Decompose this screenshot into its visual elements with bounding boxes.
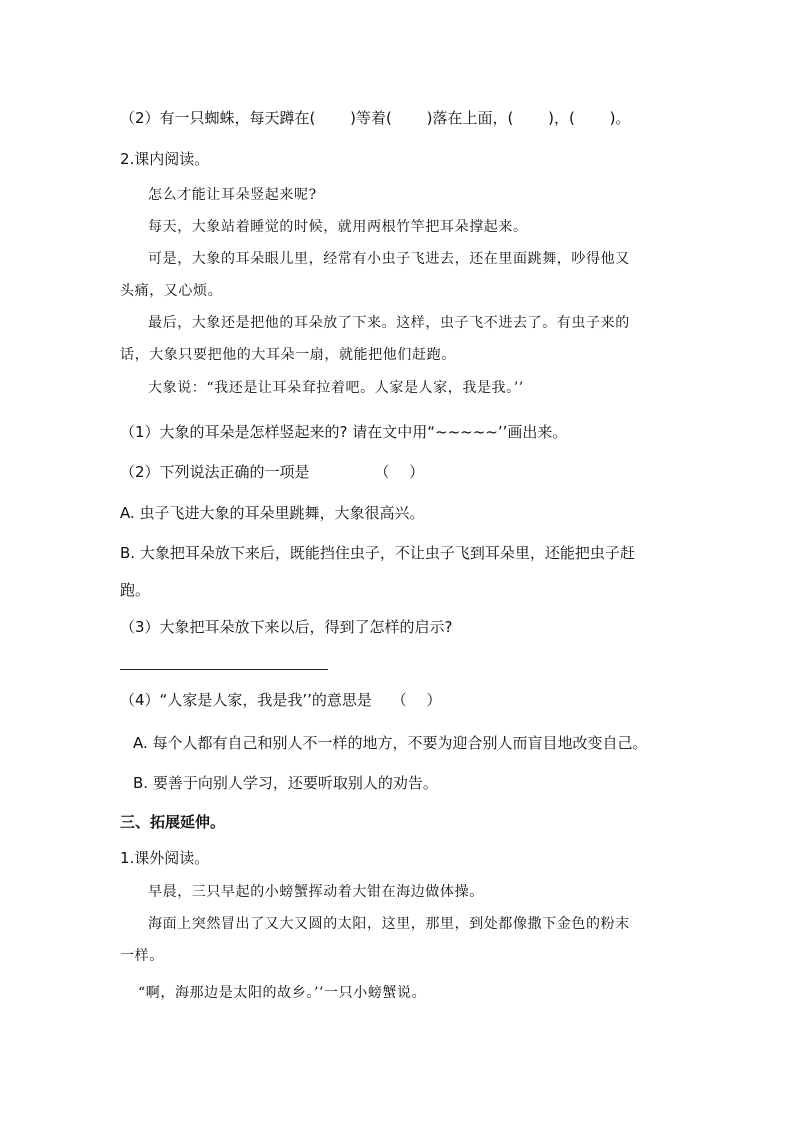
passage-paragraph: 早晨，三只早起的小螃蟹挥动着大钳在海边做体操。 bbox=[148, 884, 484, 900]
passage-paragraph: 大象说：“我还是让耳朵耷拉着吧。人家是人家，我是我。’’ bbox=[148, 380, 524, 396]
fill-blank-question-2: （2）有一只蜘蛛，每天蹲在( )等着( )落在上面，( )，( )。 bbox=[120, 109, 631, 127]
question-3: （3）大象把耳朵放下来以后，得到了怎样的启示? bbox=[120, 618, 453, 636]
passage-paragraph: “啊，海那边是太阳的故乡。’’一只小螃蟹说。 bbox=[138, 985, 427, 1001]
passage-paragraph-continuation: 头痛，又心烦。 bbox=[120, 283, 223, 299]
section-item-heading: 1.课外阅读。 bbox=[120, 849, 210, 867]
question-2-option-b: B. 大象把耳朵放下来后，既能挡住虫子，不让虫子飞到耳朵里，还能把虫子赶 bbox=[120, 544, 635, 562]
question-4-option-a: A. 每个人都有自己和别人不一样的地方，不要为迎合别人而盲目地改变自己。 bbox=[133, 734, 648, 752]
question-4: （4）“人家是人家，我是我’’的意思是 （ ） bbox=[120, 691, 442, 709]
section-item-heading: 2.课内阅读。 bbox=[120, 150, 210, 168]
question-2-option-b-continuation: 跑。 bbox=[120, 581, 151, 599]
passage-paragraph-continuation: 话，大象只要把他的大耳朵一扇，就能把他们赶跑。 bbox=[120, 347, 456, 363]
passage-paragraph: 怎么才能让耳朵竖起来呢? bbox=[148, 187, 317, 203]
passage-paragraph: 每天，大象站着睡觉的时候，就用两根竹竿把耳朵撑起来。 bbox=[148, 219, 528, 235]
question-2-option-a: A. 虫子飞进大象的耳朵里跳舞，大象很高兴。 bbox=[120, 504, 425, 522]
section-title: 三、拓展延伸。 bbox=[120, 813, 226, 831]
answer-blank-line bbox=[120, 669, 328, 670]
passage-paragraph: 最后，大象还是把他的耳朵放了下来。这样，虫子飞不进去了。有虫子来的 bbox=[148, 315, 630, 331]
passage-paragraph: 可是，大象的耳朵眼儿里，经常有小虫子飞进去，还在里面跳舞，吵得他又 bbox=[148, 251, 630, 267]
question-1: （1）大象的耳朵是怎样竖起来的? 请在文中用“~~~~~’’画出来。 bbox=[120, 423, 568, 441]
question-2: （2）下列说法正确的一项是 （ ） bbox=[120, 463, 425, 481]
question-4-option-b: B. 要善于向别人学习，还要听取别人的劝告。 bbox=[133, 774, 438, 792]
passage-paragraph-continuation: 一样。 bbox=[120, 948, 164, 964]
passage-paragraph: 海面上突然冒出了又大又圆的太阳，这里，那里，到处都像撒下金色的粉末 bbox=[148, 916, 630, 932]
